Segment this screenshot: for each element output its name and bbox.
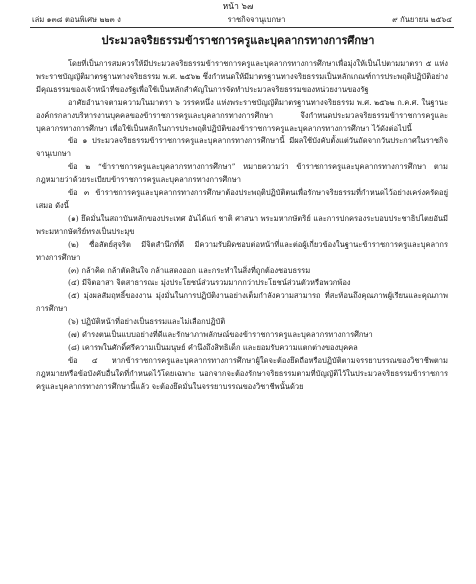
gazette-name: ราชกิจจานุเบกษา [227,15,286,24]
clause-3-item-3: (๓) กล้าคิด กล้าตัดสินใจ กล้าแสดงออก และกระทำในสิ่งที่ถูกต้องชอบธรรม [68,265,311,275]
gazette-header [32,14,452,25]
clause-3-item-6: (๖) ปฏิบัติหน้าที่อย่างเป็นธรรมและไม่เลือกปฏิบัติ [68,317,226,327]
clause-1: ข้อ ๑ ประมวลจริยธรรมข้าราชการครูและบุคลากรทางการศึกษานี้ มีผลใช้บังคับตั้งแต่วันถัดจากวันประกาศในราชกิจจานุเบกษา [36,136,448,159]
volume-info: เล่ม ๑๓๘ ตอนพิเศษ ๒๒๓ ง [32,15,121,24]
header-rule [30,27,454,28]
clause-3-item-1: (๑) ยึดมั่นในสถาบันหลักของประเทศ อันได้แก่ ชาติ ศาสนา พระมหากษัตริย์ และการปกครองระบอบประชาธิปไตยอันมีพระมหากษัตริย์ทรงเป็นประมุข [36,213,448,236]
document-body [36,58,448,394]
preamble-paragraph: โดยที่เป็นการสมควรให้มีประมวลจริยธรรมข้าราชการครูและบุคลากรทางการศึกษาเพื่อมุ่งให้เป็นไปตามมาตรา ๕ แห่งพระราชบัญญัติมาตรฐานทางจริยธรรม พ.ศ. ๒๕๖๒ ซึ่งกำหนดให้มีมาตรฐานทางจริยธรรมเป็นหลักเกณฑ์การประพฤติปฏิบัติอย่างมีคุณธรรมของเจ้าหน้าที่ของรัฐเพื่อใช้เป็นหลักสำคัญในการจัดทำประมวลจริยธรรมของหน่วยงานของรัฐ [36,59,448,94]
publication-date: ๙ กันยายน ๒๕๖๔ [392,15,452,24]
clause-2: ข้อ ๒ “ข้าราชการครูและบุคลากรทางการศึกษา” หมายความว่า ข้าราชการครูและบุคลากรทางการศึกษา ตามกฎหมายว่าด้วยระเบียบข้าราชการครูและบุคลากรทางการศึกษา [36,162,448,185]
document-title: ประมวลจริยธรรมข้าราชการครูและบุคลากรทางการศึกษา [101,34,375,47]
page-number: หน้า ๖๗ [222,2,254,12]
clause-3-item-4: (๔) มีจิตอาสา จิตสาธารณะ มุ่งประโยชน์ส่วนรวมมากกว่าประโยชน์ส่วนตัวหรือพวกพ้อง [68,278,351,288]
clause-3: ข้อ ๓ ข้าราชการครูและบุคลากรทางการศึกษาต้องประพฤติปฏิบัติตนเพื่อรักษาจริยธรรมที่กำหนดไว้อย่างเคร่งครัดอยู่เสมอ ดังนี้ [36,188,448,210]
authority-paragraph: อาศัยอำนาจตามความในมาตรา ๖ วรรคหนึ่ง แห่งพระราชบัญญัติมาตรฐานทางจริยธรรม พ.ศ. ๒๕๖๒ ก.ค.ศ. ในฐานะองค์กรกลางบริหารงานบุคคลของข้าราชการครูและบุคลากรทางการศึกษา จึงกำหนดประมวลจริยธรรมข้าราชการครูและบุคลากรทางการศึกษา เพื่อใช้เป็นหลักในการประพฤติปฏิบัติของข้าราชการครูและบุคลากรทางการศึกษา ไว้ดังต่อไปนี้ [36,97,448,133]
clause-3-item-5: (๕) มุ่งผลสัมฤทธิ์ของงาน มุ่งมั่นในการปฏิบัติงานอย่างเต็มกำลังความสามารถ ที่สะท้อนถึงคุณภาพผู้เรียนและคุณภาพการศึกษา [36,291,448,314]
clause-3-item-8: (๘) เคารพในศักดิ์ศรีความเป็นมนุษย์ คำนึงถึงสิทธิเด็ก และยอมรับความแตกต่างของบุคคล [68,342,358,352]
clause-3-item-7: (๗) ดำรงตนเป็นแบบอย่างที่ดีและรักษาภาพลักษณ์ของข้าราชการครูและบุคลากรทางการศึกษา [68,330,373,340]
clause-3-item-2: (๒) ซื่อสัตย์สุจริต มีจิตสำนึกที่ดี มีความรับผิดชอบต่อหน้าที่และต่อผู้เกี่ยวข้องในฐานะข้าราชการครูและบุคลากรทางการศึกษา [36,239,448,262]
clause-4: ข้อ ๔ หากข้าราชการครูและบุคลากรทางการศึกษาผู้ใดจะต้องยึดถือหรือปฏิบัติตามจรรยาบรรณของวิชาชีพตามกฎหมายหรือข้อบังคับอื่นใดที่กำหนดไว้โดยเฉพาะ นอกจากจะต้องรักษาจริยธรรมตามที่บัญญัติไว้ในประมวลจริยธรรมข้าราชการครูและบุคลากรทางการศึกษานี้แล้ว จะต้องยึดมั่นในจรรยาบรรณของวิชาชีพนั้นด้วย [36,355,448,391]
